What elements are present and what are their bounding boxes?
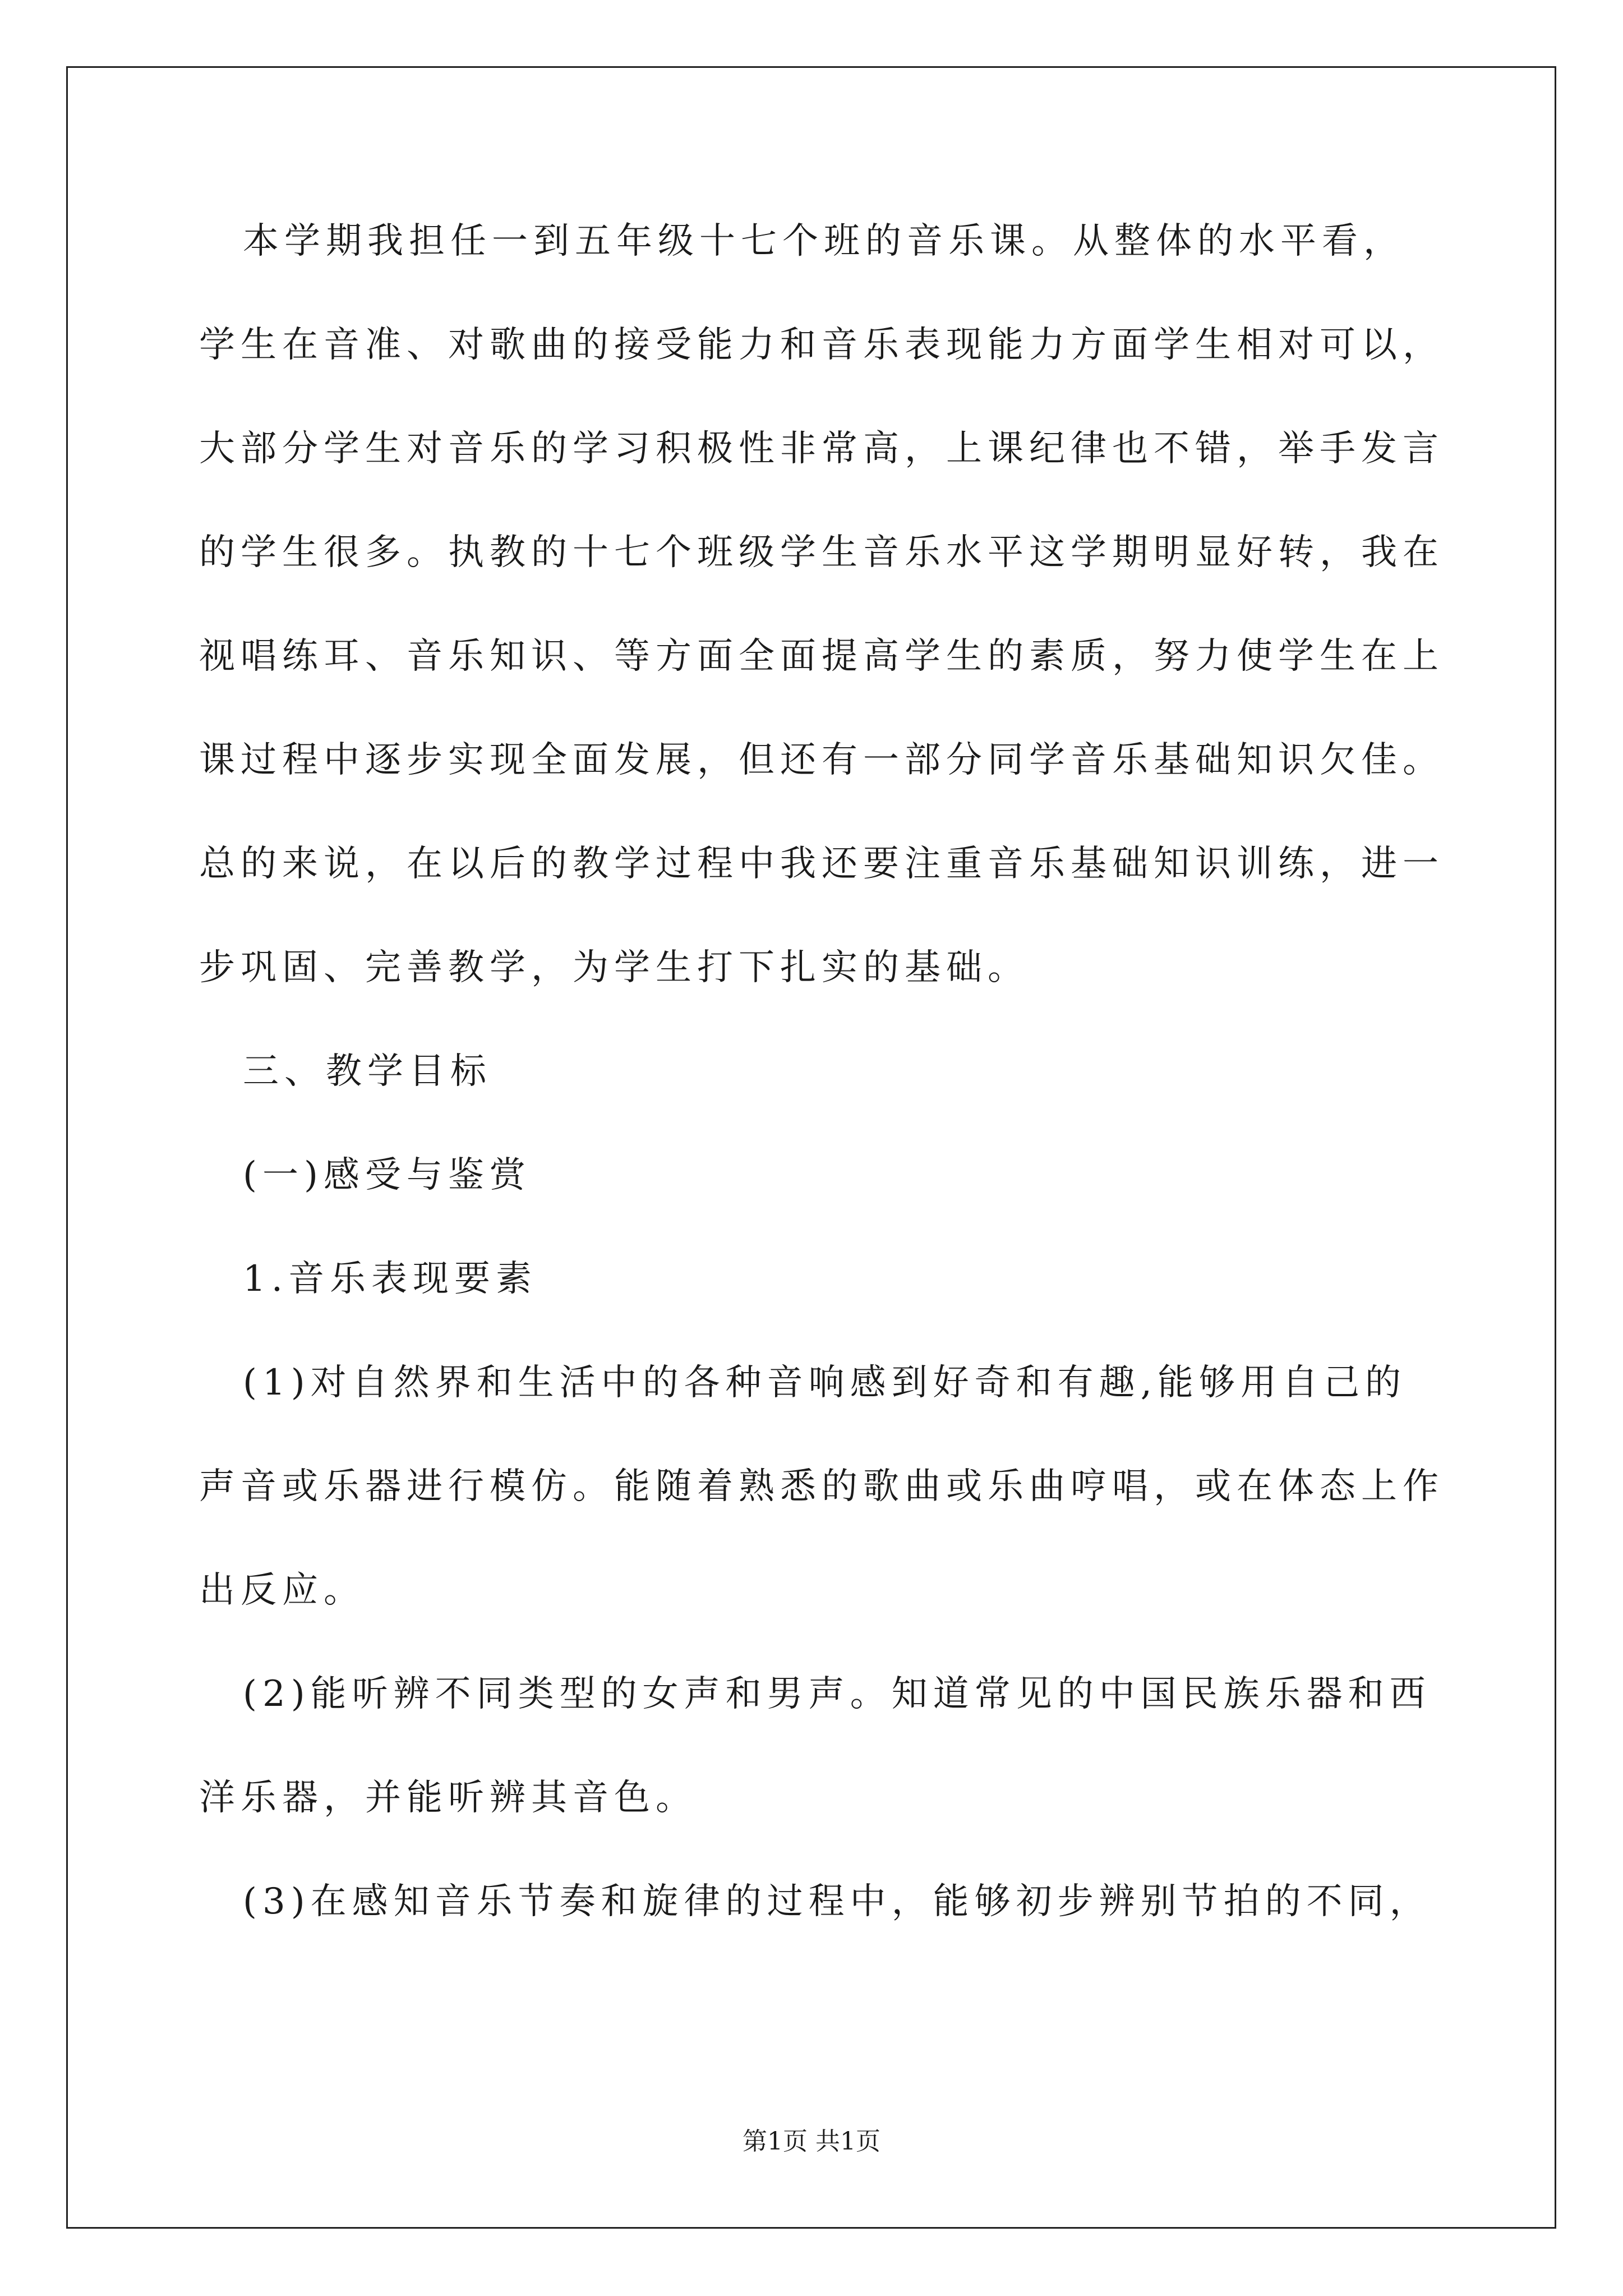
section-heading: 三、教学目标 [243, 1051, 492, 1092]
paragraph-line: 声音或乐器进行模仿。能随着熟悉的歌曲或乐曲哼唱，或在体态上作 [199, 1466, 1444, 1507]
paragraph-line: 总的来说，在以后的教学过程中我还要注重音乐基础知识训练，进一 [199, 843, 1444, 885]
paragraph-line: 大部分学生对音乐的学习积极性非常高，上课纪律也不错，举手发言 [199, 428, 1444, 470]
paragraph-line: (1)对自然界和生活中的各种音响感到好奇和有趣,能够用自己的 [243, 1362, 1407, 1404]
paragraph-line: 学生在音准、对歌曲的接受能力和音乐表现能力方面学生相对可以， [199, 324, 1444, 366]
document-body [199, 216, 1444, 1980]
paragraph-line: (3)在感知音乐节奏和旋律的过程中，能够初步辨别节拍的不同， [243, 1881, 1431, 1922]
paragraph-line: 本学期我担任一到五年级十七个班的音乐课。从整体的水平看， [243, 220, 1405, 262]
item-heading: 1.音乐表现要素 [243, 1258, 538, 1300]
paragraph-line: 洋乐器，并能听辨其音色。 [199, 1777, 697, 1819]
paragraph-line: 视唱练耳、音乐知识、等方面全面提高学生的素质，努力使学生在上 [199, 636, 1444, 677]
paragraph-line: 出反应。 [199, 1570, 365, 1611]
paragraph-line: 步巩固、完善教学，为学生打下扎实的基础。 [199, 947, 1029, 988]
paragraph-line: (2)能听辨不同类型的女声和男声。知道常见的中国民族乐器和西 [243, 1673, 1431, 1715]
paragraph-line: 的学生很多。执教的十七个班级学生音乐水平这学期明显好转，我在 [199, 532, 1444, 573]
subsection-heading: (一)感受与鉴赏 [243, 1154, 531, 1196]
paragraph-line: 课过程中逐步实现全面发展，但还有一部分同学音乐基础知识欠佳。 [199, 739, 1444, 781]
page-footer: 第1页 共1页 [743, 2127, 880, 2156]
